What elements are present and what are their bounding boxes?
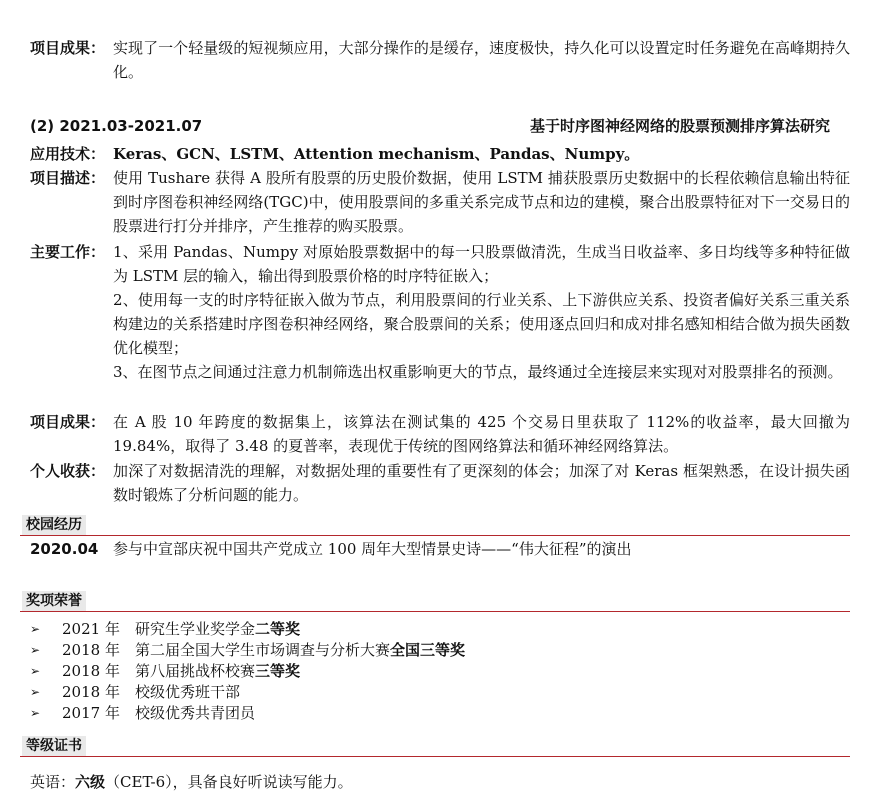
result-text: 在 A 股 10 年跨度的数据集上，该算法在测试集的 425 个交易日里获取了 112%的收益率，最大回撤为 19.84%，取得了 3.48 的夏普率，表现优于传统的图网络算法和循环神经网络算法。: [113, 413, 850, 455]
cert-level: 六级: [75, 773, 106, 791]
award-level: 二等奖: [255, 620, 301, 638]
work-list: [113, 240, 850, 384]
desc-text: 使用 Tushare 获得 A 股所有股票的历史股价数据，使用 LSTM 捕获股票历史数据中的长程依赖信息输出特征到时序图卷积神经网络(TGC)中，使用股票间的多重关系完成节点和边的建模，聚合出股票特征对下一交易日的股票进行打分并排序，产生推荐的购买股票。: [113, 169, 850, 235]
award-year: 2017 年: [62, 704, 120, 722]
cert-line: [30, 771, 353, 793]
cert-label: 英语：: [30, 773, 76, 791]
section-title-campus: 校园经历: [22, 515, 86, 535]
desc-label: 项目描述：: [30, 169, 106, 187]
arrow-bullet-icon: ➢: [30, 664, 41, 678]
cert-detail: （CET-6），具备良好听说读写能力。: [105, 773, 353, 791]
award-level: 全国三等奖: [390, 641, 466, 659]
award-name: 研究生学业奖学金二等奖: [135, 620, 301, 638]
section-title-awards: 奖项荣誉: [22, 591, 86, 611]
award-year: 2021 年: [62, 620, 120, 638]
result-label: 项目成果：: [30, 39, 106, 57]
work-item: 3、在图节点之间通过注意力机制筛选出权重影响更大的节点，最终通过全连接层来实现对对股票排名的预测。: [113, 363, 843, 381]
award-year: 2018 年: [62, 683, 120, 701]
project-title: 基于时序图神经网络的股票预测排序算法研究: [529, 117, 830, 135]
tech-text: Keras、GCN、LSTM、Attention mechanism、Pandas、Numpy。: [113, 145, 640, 163]
work-item: 1、采用 Pandas、Numpy 对原始股票数据中的每一只股票做清洗，生成当日收益率、多日均线等多种特征做为 LSTM 层的输入，输出得到股票价格的时序特征嵌入；: [113, 243, 850, 285]
campus-desc: 参与中宣部庆祝中国共产党成立 100 周年大型情景史诗——“伟大征程”的演出: [113, 540, 632, 558]
section-title-certs: 等级证书: [22, 736, 86, 756]
arrow-bullet-icon: ➢: [30, 643, 41, 657]
tech-label: 应用技术：: [30, 145, 106, 163]
section-divider: [20, 535, 850, 536]
gain-text: 加深了对数据清洗的理解，对数据处理的重要性有了更深刻的体会；加深了对 Keras 框架熟悉，在设计损失函数时锻炼了分析问题的能力。: [113, 462, 850, 504]
award-level: 三等奖: [255, 662, 301, 680]
award-year: 2018 年: [62, 641, 120, 659]
work-label: 主要工作：: [30, 243, 106, 261]
award-name: 第二届全国大学生市场调查与分析大赛全国三等奖: [135, 641, 466, 659]
section-divider: [20, 756, 850, 757]
result-text: 实现了一个轻量级的短视频应用，大部分操作的是缓存，速度极快，持久化可以设置定时任务避免在高峰期持久化。: [113, 39, 850, 81]
project2-header: [30, 114, 830, 138]
arrow-bullet-icon: ➢: [30, 706, 41, 720]
award-name: 校级优秀班干部: [135, 683, 241, 701]
award-name: 校级优秀共青团员: [135, 704, 256, 722]
result-label: 项目成果：: [30, 413, 106, 431]
campus-date: 2020.04: [30, 540, 99, 558]
arrow-bullet-icon: ➢: [30, 685, 41, 699]
award-name: 第八届挑战杯校赛三等奖: [135, 662, 301, 680]
arrow-bullet-icon: ➢: [30, 622, 41, 636]
section-divider: [20, 611, 850, 612]
award-year: 2018 年: [62, 662, 120, 680]
work-item: 2、使用每一支的时序特征嵌入做为节点，利用股票间的行业关系、上下游供应关系、投资者偏好关系三重关系构建边的关系搭建时序图卷积神经网络，聚合股票间的关系；使用逐点回归和成对排名感知相结合做为损失函数优化模型；: [113, 291, 850, 357]
project-period: (2) 2021.03-2021.07: [30, 117, 203, 135]
gain-label: 个人收获：: [30, 462, 106, 480]
